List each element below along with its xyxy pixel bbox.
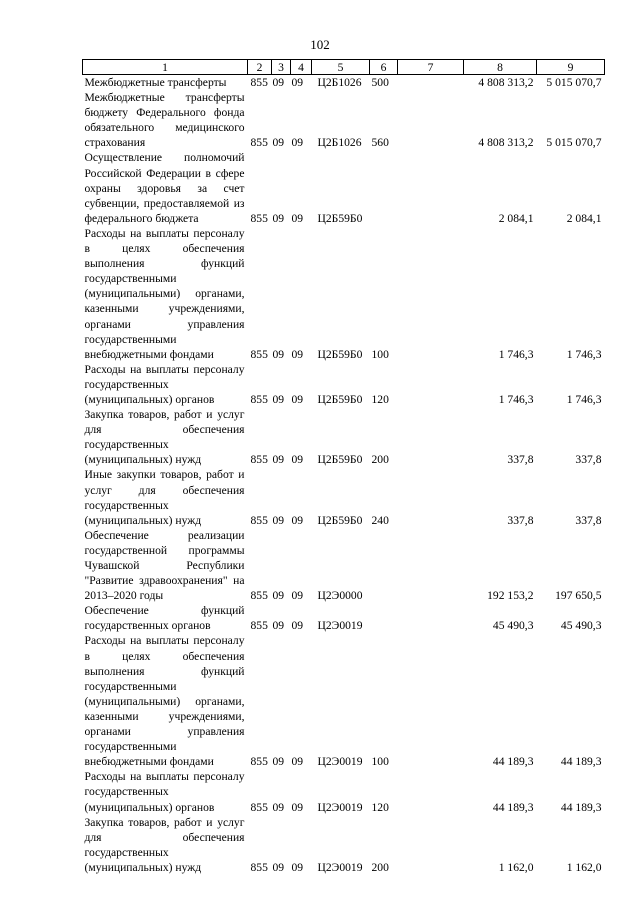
column-header: 4 (291, 60, 312, 75)
amount-column-8: 2 084,1 (498, 211, 534, 225)
table-row (83, 769, 605, 814)
amount-column-8: 44 189,3 (492, 755, 534, 769)
row-name: Закупка товаров, работ и услуг для обеспечения государственных (муниципальных) нужд (84, 815, 245, 874)
expense-type-code: 100 (371, 347, 389, 361)
page-number: 102 (310, 37, 330, 52)
expense-type-code (370, 150, 398, 225)
grbs-code: 855 (250, 755, 268, 769)
grbs-code: 855 (250, 589, 268, 603)
expense-type-code: 200 (371, 453, 389, 467)
amount-column-9: 1 746,3 (566, 347, 602, 361)
column-header: 2 (248, 60, 272, 75)
table-row (83, 226, 605, 362)
expense-type-code: 120 (371, 392, 389, 406)
subsection-code: 09 (291, 800, 304, 814)
amount-column-9: 337,8 (575, 513, 602, 527)
target-article-code: Ц2Э0000 (317, 589, 363, 603)
subsection-code: 09 (291, 392, 304, 406)
grbs-code: 855 (250, 392, 268, 406)
table-row (83, 407, 605, 467)
grbs-code: 855 (250, 860, 268, 874)
amount-column-8: 4 808 313,2 (478, 136, 534, 150)
column-7-value (398, 769, 464, 814)
column-7-value (398, 467, 464, 527)
expense-type-code (370, 528, 398, 603)
column-7-value (398, 90, 464, 150)
amount-column-8: 45 490,3 (492, 619, 534, 633)
grbs-code: 855 (250, 453, 268, 467)
amount-column-9: 197 650,5 (555, 589, 602, 603)
subsection-code: 09 (291, 755, 304, 769)
amount-column-8: 337,8 (507, 513, 534, 527)
amount-column-9: 1 746,3 (566, 392, 602, 406)
grbs-code: 855 (250, 513, 268, 527)
amount-column-9: 5 015 070,7 (546, 76, 602, 89)
column-header: 5 (312, 60, 370, 75)
expense-type-code: 560 (371, 136, 389, 150)
column-header: 7 (398, 60, 464, 75)
section-code: 09 (272, 347, 285, 361)
table-body (83, 75, 605, 875)
row-name: Межбюджетные трансферты (84, 76, 227, 89)
grbs-code: 855 (250, 800, 268, 814)
section-code: 09 (272, 513, 285, 527)
expense-type-code: 100 (371, 755, 389, 769)
grbs-code: 855 (250, 76, 268, 89)
target-article-code: Ц2Б59Б0 (317, 513, 363, 527)
row-name: Расходы на выплаты персоналу государственных (муниципальных) органов (84, 770, 245, 814)
row-name: Обеспечение реализации государственной программы Чувашской Республики "Развитие здравоохранения" на 2013–2020 годы (84, 528, 245, 603)
subsection-code: 09 (291, 76, 304, 89)
target-article-code: Ц2Б59Б0 (317, 347, 363, 361)
section-code: 09 (272, 136, 285, 150)
subsection-code: 09 (291, 136, 304, 150)
table-row (83, 528, 605, 603)
section-code: 09 (272, 860, 285, 874)
table-row (83, 75, 605, 91)
column-7-value (398, 362, 464, 407)
target-article-code: Ц2Э0019 (317, 860, 363, 874)
amount-column-9: 337,8 (575, 453, 602, 467)
column-7-value (398, 150, 464, 225)
section-code: 09 (272, 589, 285, 603)
section-code: 09 (272, 211, 285, 225)
table-row (83, 633, 605, 769)
column-7-value (398, 407, 464, 467)
column-7-value (398, 226, 464, 362)
target-article-code: Ц2Б1026 (317, 136, 362, 150)
expense-type-code (370, 603, 398, 633)
amount-column-8: 44 189,3 (492, 800, 534, 814)
column-7-value (398, 633, 464, 769)
subsection-code: 09 (291, 211, 304, 225)
amount-column-8: 1 162,0 (498, 860, 534, 874)
section-code: 09 (272, 392, 285, 406)
expense-type-code: 240 (371, 513, 389, 527)
row-name: Расходы на выплаты персоналу в целях обеспечения выполнения функций государственными (муниципальными) органами, казенными учреждениями, органами управления государственными внебюджетными фондами (84, 634, 245, 769)
target-article-code: Ц2Б59Б0 (317, 211, 363, 225)
table-row (83, 815, 605, 875)
grbs-code: 855 (250, 619, 268, 633)
subsection-code: 09 (291, 860, 304, 874)
amount-column-9: 45 490,3 (560, 619, 602, 633)
expense-type-code: 500 (371, 76, 389, 89)
target-article-code: Ц2Э0019 (317, 619, 363, 633)
row-name: Расходы на выплаты персоналу государственных (муниципальных) органов (84, 362, 245, 406)
column-7-value (398, 75, 464, 91)
column-header: 9 (537, 60, 605, 75)
subsection-code: 09 (291, 347, 304, 361)
row-name: Иные закупки товаров, работ и услуг для обеспечения государственных (муниципальных) нужд (84, 468, 245, 527)
target-article-code: Ц2Б59Б0 (317, 392, 363, 406)
table-row (83, 603, 605, 633)
grbs-code: 855 (250, 136, 268, 150)
amount-column-9: 44 189,3 (560, 755, 602, 769)
table-row (83, 362, 605, 407)
target-article-code: Ц2Э0019 (317, 755, 363, 769)
expense-type-code: 120 (371, 800, 389, 814)
grbs-code: 855 (250, 347, 268, 361)
row-name: Межбюджетные трансферты бюджету Федерального фонда обязательного медицинского страхования (84, 91, 245, 150)
target-article-code: Ц2Б59Б0 (317, 453, 363, 467)
subsection-code: 09 (291, 589, 304, 603)
column-header: 1 (83, 60, 248, 75)
column-7-value (398, 528, 464, 603)
column-7-value (398, 603, 464, 633)
row-name: Расходы на выплаты персоналу в целях обеспечения выполнения функций государственными (муниципальными) органами, казенными учреждениями, органами управления государственными внебюджетными фондами (84, 226, 245, 361)
section-code: 09 (272, 453, 285, 467)
target-article-code: Ц2Э0019 (317, 800, 363, 814)
amount-column-8: 337,8 (507, 453, 534, 467)
row-name: Закупка товаров, работ и услуг для обеспечения государственных (муниципальных) нужд (84, 408, 245, 467)
amount-column-9: 2 084,1 (566, 211, 602, 225)
amount-column-9: 1 162,0 (566, 860, 602, 874)
expense-type-code: 200 (371, 860, 389, 874)
grbs-code: 855 (250, 211, 268, 225)
table-row (83, 150, 605, 225)
amount-column-8: 1 746,3 (498, 347, 534, 361)
column-header: 8 (464, 60, 537, 75)
budget-table (82, 59, 605, 875)
subsection-code: 09 (291, 513, 304, 527)
amount-column-9: 5 015 070,7 (546, 136, 602, 150)
amount-column-8: 4 808 313,2 (478, 76, 534, 89)
amount-column-8: 1 746,3 (498, 392, 534, 406)
row-name: Обеспечение функций государственных органов (84, 604, 245, 633)
subsection-code: 09 (291, 453, 304, 467)
column-number-header-row (83, 60, 605, 75)
table-row (83, 467, 605, 527)
amount-column-9: 44 189,3 (560, 800, 602, 814)
column-header: 6 (370, 60, 398, 75)
table-row (83, 90, 605, 150)
row-name: Осуществление полномочий Российской Федерации в сфере охраны здоровья за счет субвенции, предоставляемой из федерального бюджета (84, 151, 245, 225)
section-code: 09 (272, 755, 285, 769)
column-header: 3 (272, 60, 291, 75)
column-7-value (398, 815, 464, 875)
section-code: 09 (272, 800, 285, 814)
amount-column-8: 192 153,2 (487, 589, 534, 603)
section-code: 09 (272, 619, 285, 633)
target-article-code: Ц2Б1026 (317, 76, 362, 89)
subsection-code: 09 (291, 619, 304, 633)
section-code: 09 (272, 76, 285, 89)
